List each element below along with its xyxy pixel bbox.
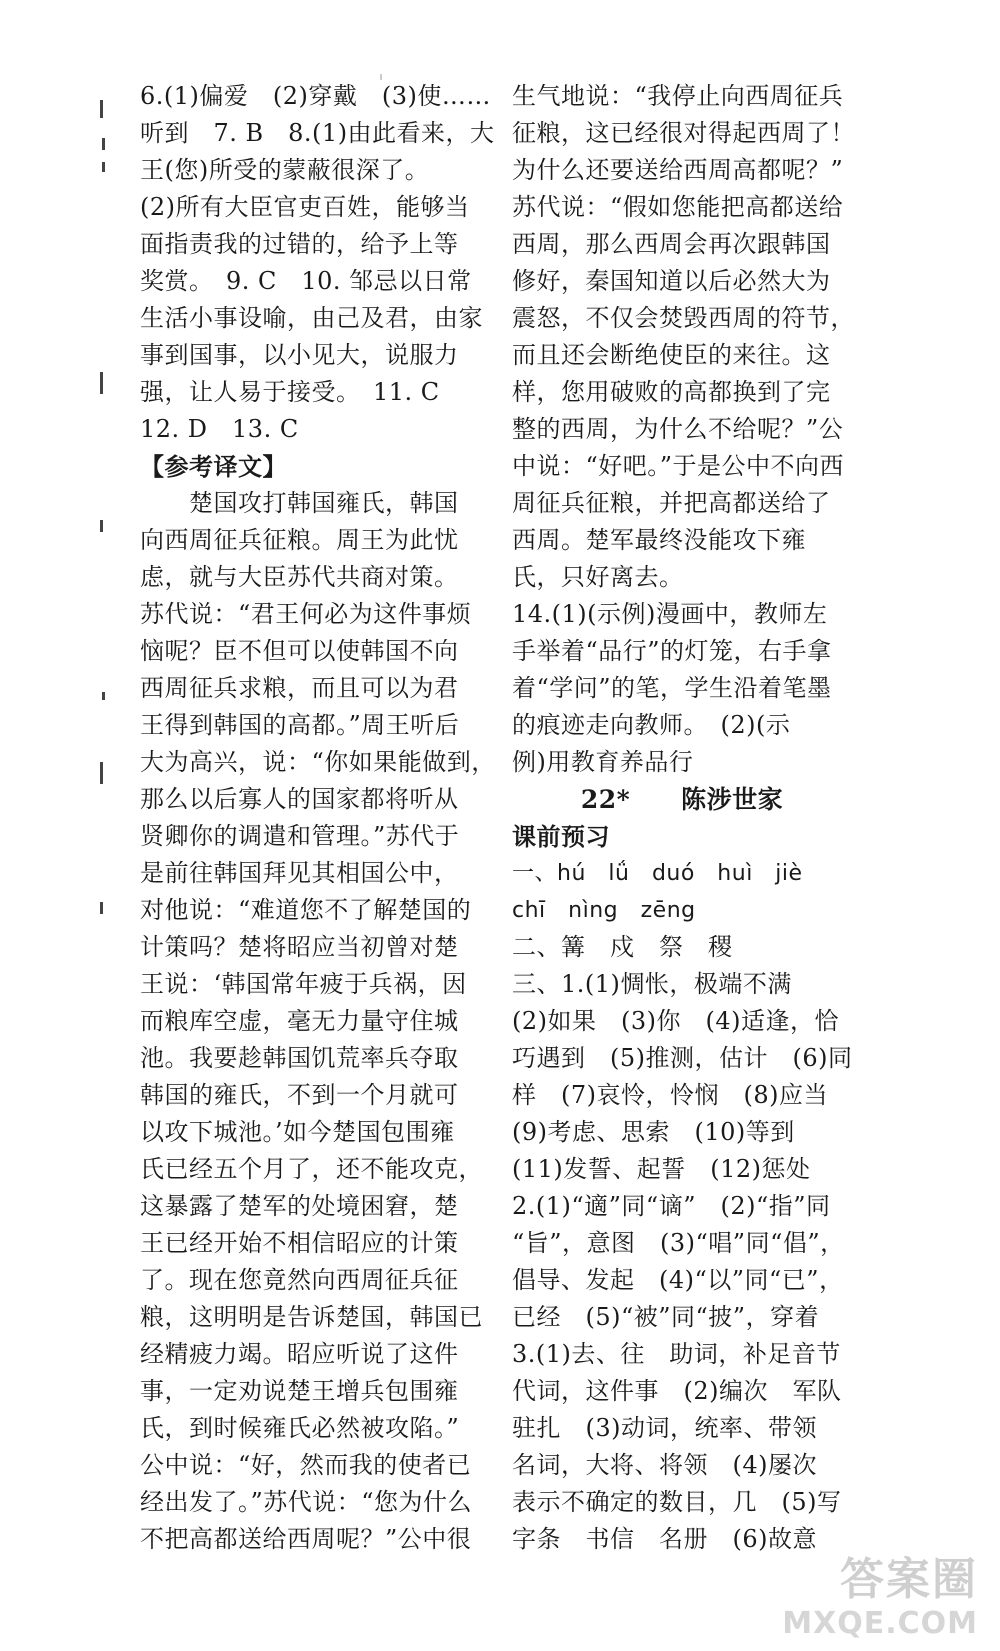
translation-line: 王说：‘韩国常年疲于兵祸，因	[140, 970, 467, 998]
answer-line: 代词，这件事 (2)编次 军队	[512, 1377, 842, 1405]
translation-line: 氏已经五个月了，还不能攻克，	[140, 1155, 483, 1183]
translation-line: 虑，就与大臣苏代共商对策。	[140, 563, 459, 591]
right-column	[512, 78, 855, 1558]
translation-line: 贤卿你的调遣和管理。”苏代于	[140, 822, 460, 850]
answer-line: 奖赏。 9. C 10. 邹忌以日常	[140, 267, 472, 295]
translation-line: 对他说：“难道您不了解楚国的	[140, 896, 472, 924]
margin-mark	[102, 692, 105, 700]
margin-mark	[100, 372, 103, 394]
answer-line: 的痕迹走向教师。 (2)(示	[512, 711, 791, 739]
translation-line: 池。我要趁韩国饥荒率兵夺取	[140, 1044, 459, 1072]
answer-line: 生活小事设喻，由己及君，由家	[140, 304, 483, 332]
translation-line: 西周，那么西周会再次跟韩国	[512, 230, 831, 258]
margin-mark	[100, 902, 103, 914]
translation-line: 那么以后寡人的国家都将听从	[140, 785, 459, 813]
translation-line: 经精疲力竭。昭应听说了这件	[140, 1340, 459, 1368]
translation-line: 苏代说：“君王何必为这件事烦	[140, 600, 472, 628]
translation-line: 为什么还要送给西周高都呢？”	[512, 156, 844, 184]
answer-line: 例)用教育养品行	[512, 748, 694, 776]
margin-mark	[100, 762, 103, 784]
translation-line: 公中说：“好，然而我的使者已	[140, 1451, 472, 1479]
answer-line: 6.(1)偏爱 (2)穿戴 (3)使……	[140, 82, 491, 110]
answer-line: (11)发誓、起誓 (12)惩处	[512, 1155, 811, 1183]
answer-line: 手举着“品行”的灯笼，右手拿	[512, 637, 832, 665]
answer-line: 14.(1)(示例)漫画中，教师左	[512, 600, 828, 628]
translation-line: 中说：“好吧。”于是公中不向西	[512, 452, 845, 480]
translation-line: 楚国攻打韩国雍氏，韩国	[140, 489, 459, 517]
margin-mark	[100, 100, 103, 118]
translation-line: 氏，到时候雍氏必然被攻陷。”	[140, 1414, 460, 1442]
answer-line: 字条 书信 名册 (6)故意	[512, 1525, 817, 1553]
translation-line: 而且还会断绝使臣的来往。这	[512, 341, 831, 369]
translation-line: 恼呢？臣不但可以使韩国不向	[140, 637, 459, 665]
lesson-title: 22* 陈涉世家	[580, 785, 784, 814]
answer-line: 12. D 13. C	[140, 415, 299, 443]
margin-mark	[100, 520, 103, 532]
answer-line: 着“学问”的笔，学生沿着笔墨	[512, 674, 832, 702]
translation-line: 苏代说：“假如您能把高都送给	[512, 193, 844, 221]
translation-line: 不把高都送给西周呢？”公中很	[140, 1525, 472, 1553]
answer-line: 表示不确定的数目，几 (5)写	[512, 1488, 842, 1516]
margin-mark	[102, 162, 105, 172]
answer-line: 听到 7. B 8.(1)由此看来，大	[140, 119, 495, 147]
answer-line: 2.(1)“適”同“谪” (2)“指”同	[512, 1192, 831, 1220]
answer-line: (2)所有大臣官吏百姓，能够当	[140, 193, 470, 221]
translation-line: 是前往韩国拜见其相国公中，	[140, 859, 459, 887]
left-column	[140, 78, 496, 1558]
translation-line: 震怒，不仅会焚毁西周的符节，	[512, 304, 855, 332]
answer-line: 王(您)所受的蒙蔽很深了。	[140, 156, 430, 184]
answer-line: 倡导、发起 (4)“以”同“已”，	[512, 1266, 844, 1294]
answer-line: 名词，大将、将领 (4)屡次	[512, 1451, 817, 1479]
translation-line: 整的西周，为什么不给呢？”公	[512, 415, 844, 443]
answer-line: 驻扎 (3)动词，统率、带领	[512, 1414, 817, 1442]
translation-line: 向西周征兵征粮。周王为此忧	[140, 526, 459, 554]
answer-line: 3.(1)去、往 助词，补足音节	[512, 1340, 841, 1368]
answer-line: 已经 (5)“被”同“披”，穿着	[512, 1303, 820, 1331]
answer-line: 三、1.(1)惆怅，极端不满	[512, 970, 792, 998]
watermark-logo: 答案圈	[840, 1554, 978, 1605]
translation-line: 样，您用破败的高都换到了完	[512, 378, 831, 406]
translation-line: 了。现在您竟然向西周征兵征	[140, 1266, 459, 1294]
translation-line: 经出发了。”苏代说：“您为什么	[140, 1488, 473, 1516]
translation-line: 王已经开始不相信昭应的计策	[140, 1229, 459, 1257]
translation-line: 周征兵征粮，并把高都送给了	[512, 489, 831, 517]
answer-line: 强，让人易于接受。 11. C	[140, 378, 440, 406]
translation-line: 韩国的雍氏，不到一个月就可	[140, 1081, 459, 1109]
answer-line: 巧遇到 (5)推测，估计 (6)同	[512, 1044, 853, 1072]
translation-line: 这暴露了楚军的处境困窘，楚	[140, 1192, 459, 1220]
translation-line: 征粮，这已经很对得起西周了！	[512, 119, 855, 147]
section-heading: 课前预习	[512, 822, 610, 851]
pinyin-line: chī nìng zēng	[512, 898, 696, 923]
watermark-url: MXQE.COM	[782, 1606, 978, 1641]
translation-line: 而粮库空虚，毫无力量守住城	[140, 1007, 459, 1035]
translation-line: 修好，秦国知道以后必然大为	[512, 267, 831, 295]
translation-line: 生气地说：“我停止向西周征兵	[512, 82, 844, 110]
translation-line: 粮，这明明是告诉楚国，韩国已	[140, 1303, 483, 1331]
translation-line: 大为高兴，说：“你如果能做到，	[140, 748, 496, 776]
answer-line: 二、篝 戍 祭 稷	[512, 933, 733, 961]
translation-line: 事，一定劝说楚王增兵包围雍	[140, 1377, 459, 1405]
margin-mark	[102, 138, 105, 150]
answer-line: (9)考虑、思索 (10)等到	[512, 1118, 795, 1146]
translation-line: 氏，只好离去。	[512, 563, 684, 591]
translation-line: 西周。楚军最终没能攻下雍	[512, 526, 806, 554]
translation-line: 西周征兵求粮，而且可以为君	[140, 674, 459, 702]
answer-line: (2)如果 (3)你 (4)适逢，恰	[512, 1007, 839, 1035]
section-heading: 【参考译文】	[140, 452, 287, 481]
translation-line: 以攻下城池。’如今楚国包围雍	[140, 1118, 455, 1146]
answer-line: “旨”，意图 (3)“唱”同“倡”，	[512, 1229, 845, 1257]
answer-line: 面指责我的过错的，给予上等	[140, 230, 459, 258]
translation-line: 王得到韩国的高都。”周王听后	[140, 711, 460, 739]
answer-line: 样 (7)哀怜，怜悯 (8)应当	[512, 1081, 828, 1109]
translation-line: 计策吗？楚将昭应当初曾对楚	[140, 933, 459, 961]
answer-line: 事到国事，以小见大，说服力	[140, 341, 459, 369]
pinyin-line: 一、hú lǘ duó huì jiè	[512, 861, 803, 886]
